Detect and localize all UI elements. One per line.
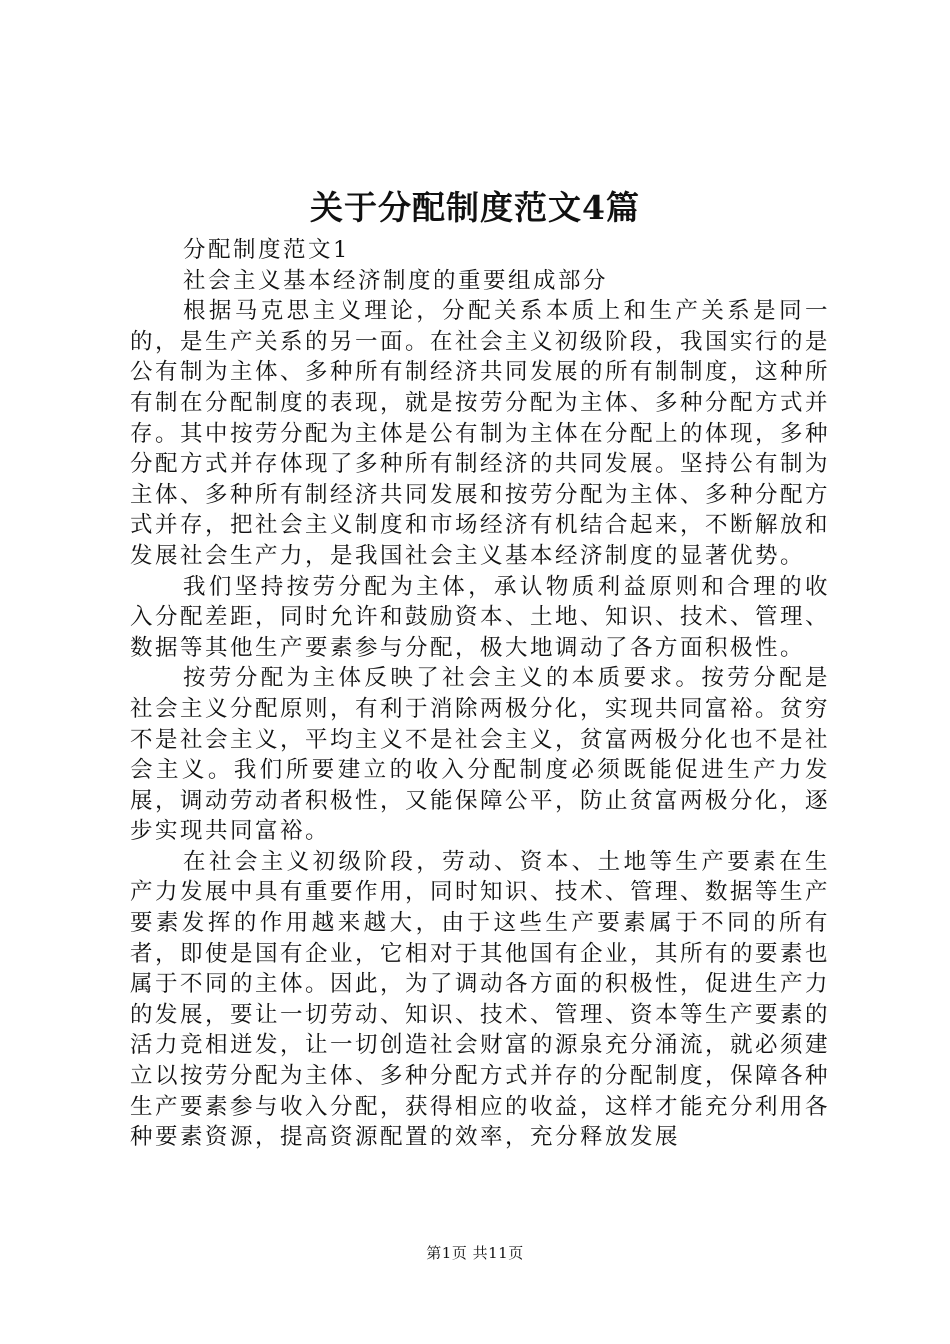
paragraph: 我们坚持按劳分配为主体，承认物质利益原则和合理的收入分配差距，同时允许和鼓励资本、土地、知识、技术、管理、数据等其他生产要素参与分配，极大地调动了各方面积极性。: [130, 573, 831, 661]
paragraph: 按劳分配为主体反映了社会主义的本质要求。按劳分配是社会主义分配原则，有利于消除两极分化，实现共同富裕。贫穷不是社会主义，平均主义不是社会主义，贫富两极分化也不是社会主义。我们所要建立的收入分配制度必须既能促进生产力发展，调动劳动者积极性，又能保障公平，防止贫富两极分化，逐步实现共同富裕。: [130, 665, 831, 845]
paragraph-heading: 分配制度范文1: [183, 237, 350, 263]
paragraph: 在社会主义初级阶段，劳动、资本、土地等生产要素在生产力发展中具有重要作用，同时知识、技术、管理、数据等生产要素发挥的作用越来越大，由于这些生产要素属于不同的所有者，即使是国有企业，它相对于其他国有企业，其所有的要素也属于不同的主体。因此，为了调动各方面的积极性，促进生产力的发展，要让一切劳动、知识、技术、管理、资本等生产要素的活力竞相迸发，让一切创造社会财富的源泉充分涌流，就必须建立以按劳分配为主体、多种分配方式并存的分配制度，保障各种生产要素参与收入分配，获得相应的收益，这样才能充分利用各种要素资源，提高资源配置的效率，充分释放发展: [130, 848, 831, 1151]
paragraph-subheading: 社会主义基本经济制度的重要组成部分: [183, 267, 609, 294]
paragraph: 根据马克思主义理论，分配关系本质上和生产关系是同一的，是生产关系的另一面。在社会主义初级阶段，我国实行的是公有制为主体、多种所有制经济共同发展的所有制制度，这种所有制在分配制度的表现，就是按劳分配为主体、多种分配方式并存。其中按劳分配为主体是公有制为主体在分配上的体现，多种分配方式并存体现了多种所有制经济的共同发展。坚持公有制为主体、多种所有制经济共同发展和按劳分配为主体、多种分配方式并存，把社会主义制度和市场经济有机结合起来，不断解放和发展社会生产力，是我国社会主义基本经济制度的显著优势。: [130, 298, 831, 569]
page-title: 关于分配制度范文4篇: [310, 188, 640, 227]
document-body: [130, 235, 830, 1153]
page-footer: 第1页 共11页: [426, 1244, 524, 1262]
